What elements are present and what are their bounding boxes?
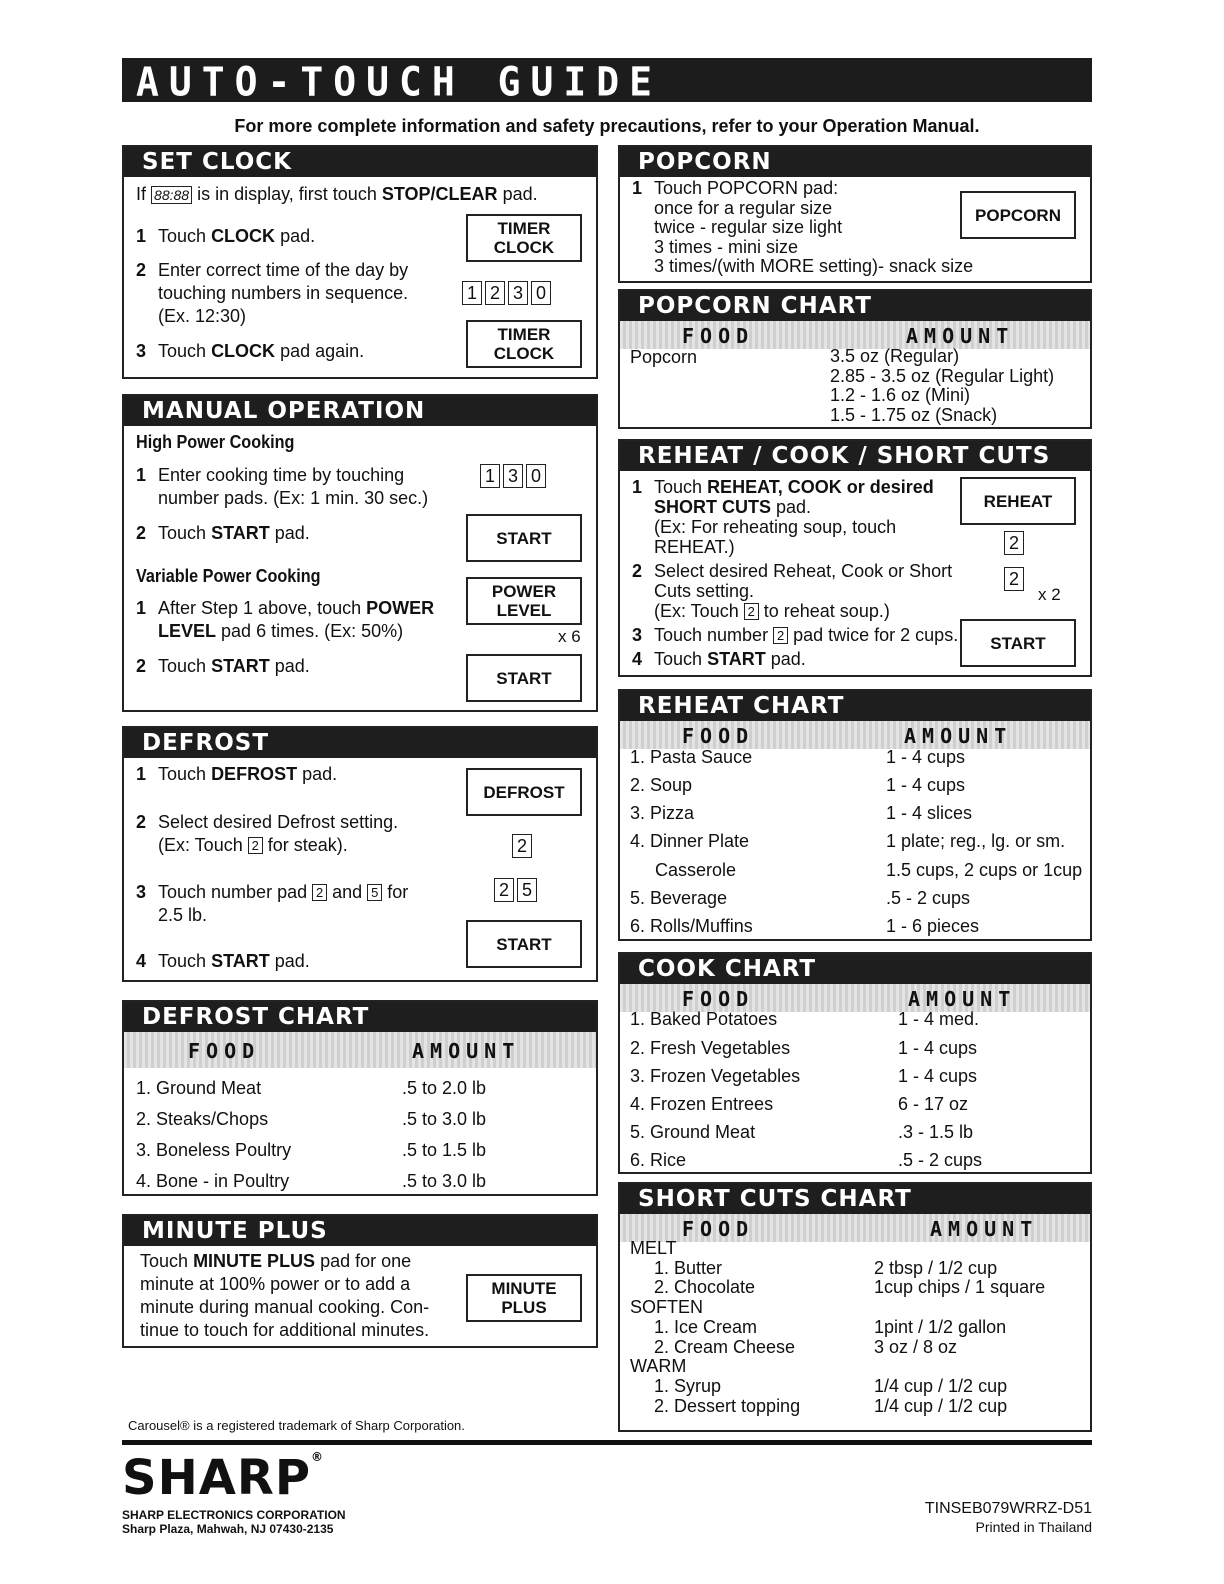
step-2: 2 Enter correct time of the day by touching numbers in sequence. (Ex. 12:30) (136, 260, 409, 326)
table-row: 1. Baked Potatoes (630, 1009, 778, 1029)
number-keys (494, 878, 540, 902)
table-cell-amount: 1.5 cups, 2 cups or 1cup (886, 860, 1083, 880)
document-code-block (850, 1500, 1092, 1537)
timer-clock-pad[interactable]: TIMER CLOCK (466, 214, 582, 262)
table-cell-amount: 1 - 4 slices (886, 803, 973, 823)
table-cell-amount: 1 - 4 cups (886, 775, 966, 795)
table-row: 2. Steaks/Chops (136, 1109, 269, 1129)
step-2: 2 Touch START pad. (136, 523, 310, 543)
minute-plus-section (122, 1214, 598, 1348)
times-label: x 2 (1038, 585, 1061, 604)
display-indicator: 88:88 (151, 186, 192, 204)
table-row: 6. Rolls/Muffins (630, 916, 753, 936)
table-row: 4. Bone - in Poultry (136, 1171, 290, 1191)
reheat-chart-section (618, 689, 1092, 941)
step-1: 1 Touch DEFROST pad. (136, 764, 338, 784)
power-level-pad[interactable]: POWER LEVEL (466, 577, 582, 625)
key-3[interactable]: 3 (503, 464, 523, 488)
cook-chart-section (618, 952, 1092, 1174)
table-row: 4. Frozen Entrees (630, 1094, 774, 1114)
step-3: 3 Touch CLOCK pad again. (136, 341, 365, 361)
key-0[interactable]: 0 (526, 464, 546, 488)
step-4: 4 Touch START pad. (136, 951, 310, 971)
number-keys (512, 834, 535, 858)
table-row: 3. Boneless Poultry (136, 1140, 292, 1160)
amount-column-header: AMOUNT (930, 1217, 1039, 1241)
number-keys (462, 281, 554, 305)
amount-column-header: AMOUNT (412, 1039, 521, 1063)
food-column-header: FOOD (682, 324, 755, 348)
table-cell-amount: 1 - 4 cups (886, 747, 966, 767)
section-heading: DEFROST CHART (124, 1002, 596, 1032)
food-column-header: FOOD (682, 724, 755, 748)
table-cell-amount: .5 to 1.5 lb (402, 1140, 487, 1160)
chart-header (620, 721, 1090, 749)
table-cell-amount: .5 to 3.0 lb (402, 1109, 487, 1129)
key-1[interactable]: 1 (462, 281, 482, 305)
start-pad[interactable]: START (960, 619, 1076, 667)
step-3: 3 Touch number pad 2 and 5 for 2.5 lb. (136, 882, 409, 925)
table-cell-amount: 1 - 6 pieces (886, 916, 980, 936)
table-row: 5. Ground Meat (630, 1122, 756, 1142)
page-title: AUTO-TOUCH GUIDE (136, 58, 663, 106)
step-1: 1 Touch CLOCK pad. (136, 226, 316, 246)
section-heading: MINUTE PLUS (124, 1216, 596, 1246)
table-row: 1. Pasta Sauce (630, 747, 753, 767)
variable-step-2: 2 Touch START pad. (136, 656, 310, 676)
amount-column-header: AMOUNT (908, 987, 1017, 1011)
table-row: 3. Frozen Vegetables (630, 1066, 801, 1086)
amount-column-header: AMOUNT (904, 724, 1013, 748)
section-heading: SET CLOCK (124, 147, 596, 177)
table-cell-amount: .5 - 2 cups (886, 888, 971, 908)
subtitle: For more complete information and safety precautions, refer to your Operation Manual. (234, 116, 980, 136)
section-heading: SHORT CUTS CHART (620, 1184, 1090, 1214)
company-info: SHARP ELECTRONICS CORPORATION Sharp Plaza, Mahwah, NJ 07430-2135 (122, 1508, 346, 1536)
section-heading: POPCORN (620, 147, 1090, 177)
table-cell-amount: 1 - 4 cups (898, 1066, 978, 1086)
defrost-pad[interactable]: DEFROST (466, 768, 582, 816)
chart-header (620, 1214, 1090, 1242)
step-1: 1 Enter cooking time by touching number pads. (Ex: 1 min. 30 sec.) (136, 465, 429, 508)
table-cell-amount: .5 - 2 cups (898, 1150, 983, 1170)
table-cell-amount: .5 to 2.0 lb (402, 1078, 487, 1098)
key-2[interactable]: 2 (485, 281, 505, 305)
chart-header (620, 321, 1090, 349)
group-name: WARM (630, 1356, 687, 1377)
step-2: 2 Select desired Reheat, Cook or Short Cuts setting. (Ex: Touch 2 to reheat soup.) (632, 561, 953, 621)
table-row: 4. Dinner Plate (630, 831, 750, 851)
short-cuts-chart-section (618, 1182, 1092, 1432)
key-2[interactable]: 2 (1004, 567, 1024, 591)
table-cell-amount: 3.5 oz (Regular) 2.85 - 3.5 oz (Regular Light) 1.2 - 1.6 oz (Mini) 1.5 - 1.75 oz (Snack) (830, 346, 1055, 425)
trademark-note: Carousel® is a registered trademark of Sharp Corporation. (128, 1418, 465, 1433)
short-cuts-amount-column: 2 tbsp / 1/2 cup 1cup chips / 1 square 1pint / 1/2 gallon 3 oz / 8 oz 1/4 cup / 1/2 cup 1/4 cup / 1/2 cup (874, 1257, 1046, 1416)
reheat-cook-section (618, 439, 1092, 677)
chart-header (620, 984, 1090, 1012)
step-2: 2 Select desired Defrost setting. (Ex: Touch 2 for steak). (136, 812, 399, 855)
key-1[interactable]: 1 (480, 464, 500, 488)
step-1: 1 Touch REHEAT, COOK or desired SHORT CUTS pad. (Ex: For reheating soup, touch REHEAT.) (632, 477, 934, 557)
variable-step-1: 1 After Step 1 above, touch POWER LEVEL pad 6 times. (Ex: 50%) (136, 598, 435, 641)
minute-plus-text: Touch MINUTE PLUS pad for one minute at 100% power or to add a minute during manual cooking. Con- tinue to touch for additional minutes. (140, 1251, 430, 1340)
manual-operation-section (122, 394, 598, 712)
table-cell-amount: 1 plate; reg., lg. or sm. (886, 831, 1066, 851)
reheat-pad[interactable]: REHEAT (960, 477, 1076, 525)
table-row: 2. Fresh Vegetables (630, 1038, 791, 1058)
timer-clock-pad[interactable]: TIMER CLOCK (466, 320, 582, 368)
table-cell-amount: .5 to 3.0 lb (402, 1171, 487, 1191)
table-row: 1. Ground Meat (136, 1078, 262, 1098)
section-heading: REHEAT CHART (620, 691, 1090, 721)
step-3: 3 Touch number 2 pad twice for 2 cups. (632, 625, 959, 645)
section-heading: COOK CHART (620, 954, 1090, 984)
set-clock-section (122, 145, 598, 379)
table-row: 6. Rice (630, 1150, 687, 1170)
table-row: Casserole (655, 860, 737, 880)
group-name: SOFTEN (630, 1297, 704, 1318)
food-column-header: FOOD (682, 1217, 755, 1241)
times-label: x 6 (558, 627, 581, 646)
number-keys (1004, 531, 1027, 555)
popcorn-section (618, 145, 1092, 283)
table-cell-food: Popcorn (630, 347, 698, 367)
chart-header (124, 1032, 596, 1068)
food-column-header: FOOD (188, 1039, 261, 1063)
short-cuts-food-column: MELT 1. Butter 2. Chocolate SOFTEN 1. Ice Cream 2. Cream Cheese WARM 1. Syrup 2. Dessert topping (630, 1238, 801, 1416)
table-row: 3. Pizza (630, 803, 695, 823)
key-2[interactable]: 2 (512, 834, 532, 858)
table-cell-amount: 1 - 4 cups (898, 1038, 978, 1058)
key-2[interactable]: 2 (1004, 531, 1024, 555)
amount-column-header: AMOUNT (906, 324, 1015, 348)
defrost-section (122, 726, 598, 982)
section-heading: DEFROST (124, 728, 596, 758)
key-2[interactable]: 2 (494, 878, 514, 902)
variable-power-heading: Variable Power Cooking (136, 566, 321, 586)
food-column-header: FOOD (682, 987, 755, 1011)
number-keys (1004, 567, 1027, 591)
group-name: MELT (630, 1238, 677, 1258)
high-power-heading: High Power Cooking (136, 432, 295, 452)
sharp-logo: SHARP® (122, 1450, 325, 1506)
minute-plus-pad[interactable]: MINUTE PLUS (466, 1274, 582, 1322)
table-row: 2. Soup (630, 775, 693, 795)
popcorn-chart-section (618, 289, 1092, 429)
step-4: 4 Touch START pad. (632, 649, 806, 669)
footer-rule (122, 1440, 1092, 1445)
table-cell-amount: 6 - 17 oz (898, 1094, 969, 1114)
key-3[interactable]: 3 (508, 281, 528, 305)
table-cell-amount: 1 - 4 med. (898, 1009, 980, 1029)
start-pad[interactable]: START (466, 920, 582, 968)
start-pad[interactable]: START (466, 654, 582, 702)
popcorn-steps: 1 Touch POPCORN pad: once for a regular size twice - regular size light 3 times - mini size 3 times/(with MORE setting)- snack size (632, 178, 974, 276)
section-heading: POPCORN CHART (620, 291, 1090, 321)
table-cell-amount: .3 - 1.5 lb (898, 1122, 974, 1142)
popcorn-pad[interactable]: POPCORN (960, 191, 1076, 239)
printed-in: Printed in Thailand (975, 1519, 1092, 1535)
title-banner (122, 58, 1092, 106)
document-code: TINSEB079WRRZ-D51 (924, 1500, 1092, 1517)
section-heading: MANUAL OPERATION (124, 396, 596, 426)
start-pad[interactable]: START (466, 514, 582, 562)
defrost-chart-section (122, 1000, 598, 1196)
number-keys (480, 464, 549, 488)
table-row: 5. Beverage (630, 888, 728, 908)
key-0[interactable]: 0 (531, 281, 551, 305)
set-clock-intro: If 88:88 is in display, first touch STOP/CLEAR pad. (136, 184, 538, 204)
key-5[interactable]: 5 (517, 878, 537, 902)
section-heading: REHEAT / COOK / SHORT CUTS (620, 441, 1090, 471)
